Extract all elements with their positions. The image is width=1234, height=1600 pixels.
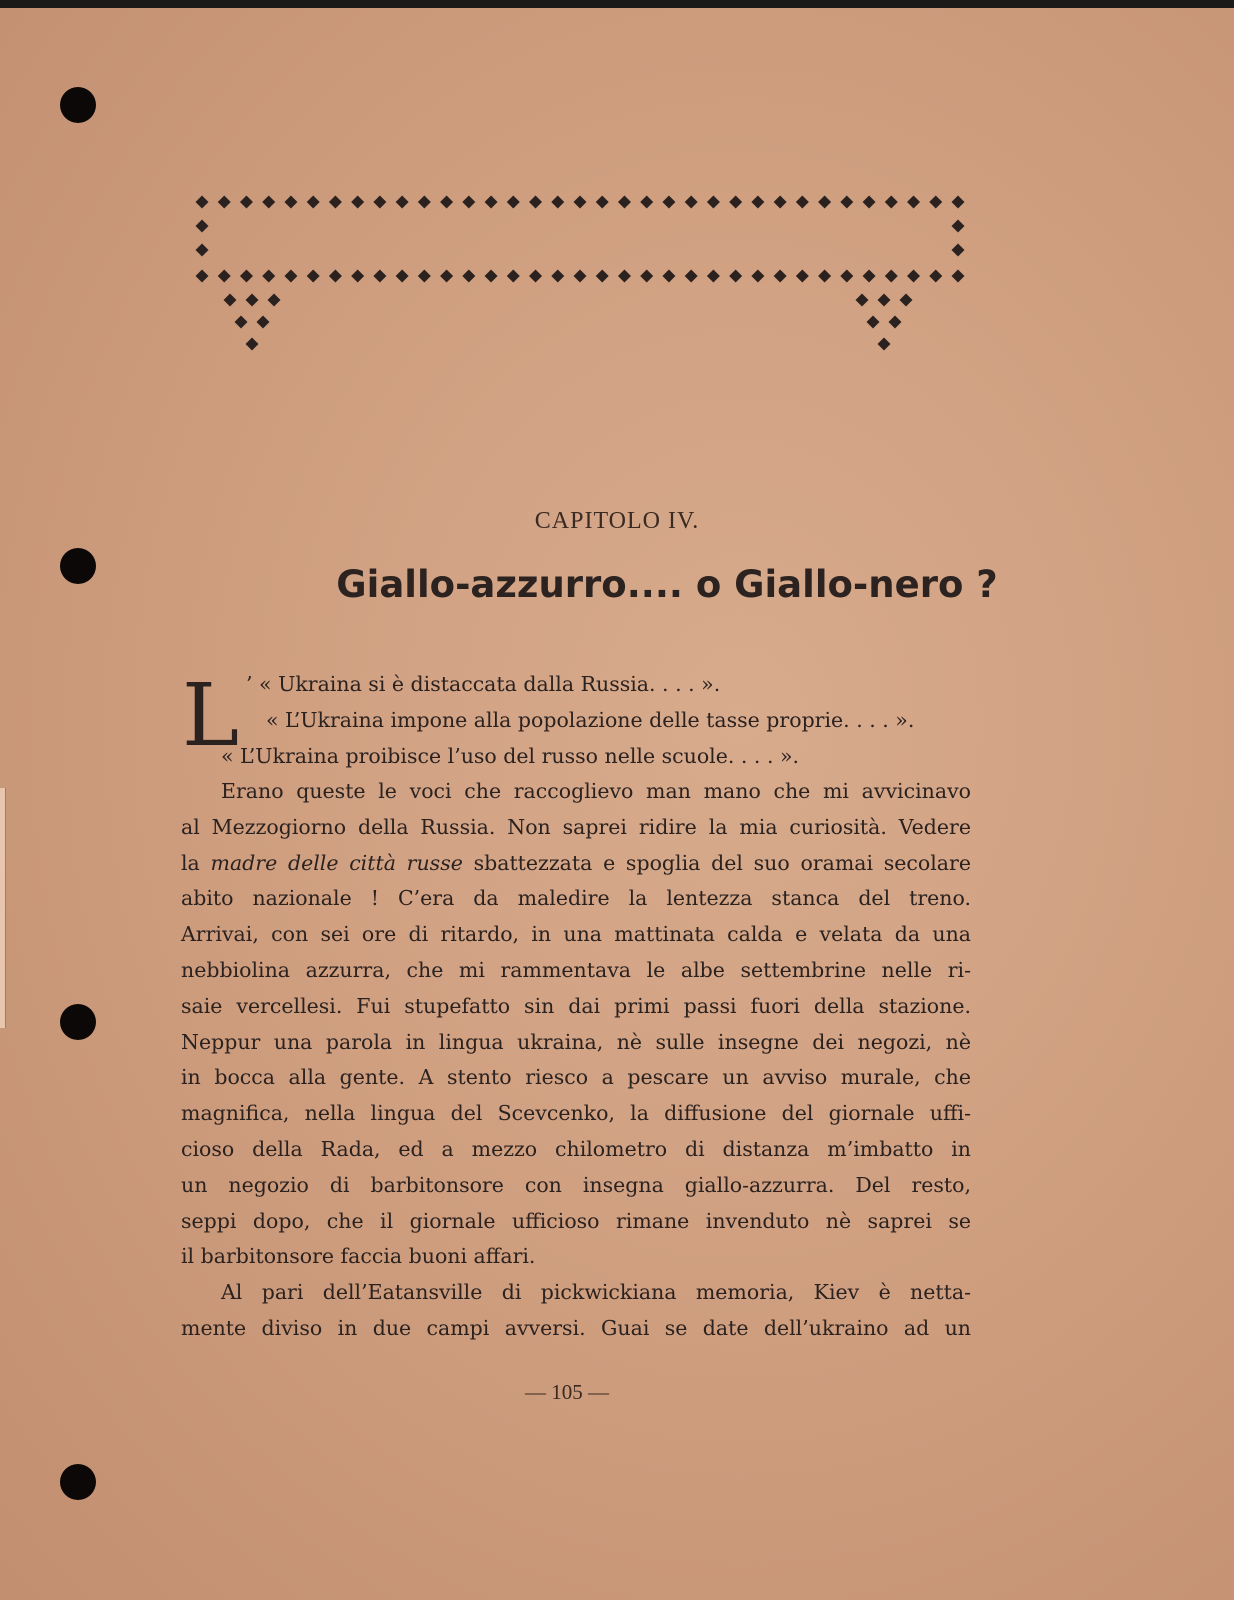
diamond-icon <box>840 196 853 209</box>
diamond-icon <box>329 270 342 283</box>
diamond-icon <box>907 270 920 283</box>
text-line: magnifica, nella lingua del Scevcenko, la diffusione del giornale uffi- <box>181 1101 971 1126</box>
diamond-icon <box>262 270 275 283</box>
diamond-icon <box>662 270 675 283</box>
diamond-icon <box>574 270 587 283</box>
diamond-icon <box>196 270 209 283</box>
diamond-icon <box>618 270 631 283</box>
diamond-icon <box>929 196 942 209</box>
diamond-icon <box>485 196 498 209</box>
diamond-icon <box>235 316 248 329</box>
diamond-icon <box>529 196 542 209</box>
diamond-icon <box>867 316 880 329</box>
drop-cap: L <box>182 666 240 766</box>
diamond-icon <box>329 196 342 209</box>
binding-hole <box>60 1464 96 1500</box>
diamond-icon <box>440 270 453 283</box>
diamond-icon <box>284 196 297 209</box>
text-line: cioso della Rada, ed a mezzo chilometro di distanza m’imbatto in <box>181 1136 971 1161</box>
diamond-icon <box>257 316 270 329</box>
diamond-icon <box>507 196 520 209</box>
diamond-icon <box>218 196 231 209</box>
diamond-icon <box>462 270 475 283</box>
text-line: saie vercellesi. Fui stupefatto sin dai primi passi fuori della stazione. <box>181 993 971 1018</box>
diamond-icon <box>729 196 742 209</box>
diamond-icon <box>889 316 902 329</box>
diamond-icon <box>774 196 787 209</box>
diamond-icon <box>751 270 764 283</box>
text-fragment: sbattezzata e spoglia del suo oramai secolare <box>473 850 971 875</box>
diamond-icon <box>307 270 320 283</box>
text-line: in bocca alla gente. A stento riesco a pescare un avviso murale, che <box>181 1065 971 1090</box>
intro-line: « L’Ukraina proibisce l’uso del russo nelle scuole. . . . ». <box>221 744 800 768</box>
text-fragment: la <box>181 850 200 875</box>
body-text <box>181 774 971 1347</box>
diamond-icon <box>885 270 898 283</box>
diamond-icon <box>246 338 259 351</box>
diamond-icon <box>878 294 891 307</box>
diamond-icon <box>373 270 386 283</box>
diamond-icon <box>551 196 564 209</box>
diamond-icon <box>856 294 869 307</box>
diamond-icon <box>196 196 209 209</box>
diamond-icon <box>574 196 587 209</box>
page-number: — 105 — <box>525 1380 609 1404</box>
diamond-icon <box>952 244 965 257</box>
diamond-icon <box>268 294 281 307</box>
diamond-icon <box>351 270 364 283</box>
diamond-icon <box>196 220 209 233</box>
diamond-icon <box>952 270 965 283</box>
diamond-icon <box>196 244 209 257</box>
text-line: nebbiolina azzurra, che mi rammentava le albe settembrine nelle ri- <box>181 957 971 982</box>
diamond-icon <box>440 196 453 209</box>
diamond-icon <box>900 294 913 307</box>
binding-hole <box>60 87 96 123</box>
text-line: Erano queste le voci che raccoglievo man mano che mi avvicinavo <box>221 779 971 803</box>
diamond-icon <box>262 196 275 209</box>
diamond-icon <box>351 196 364 209</box>
diamond-icon <box>751 196 764 209</box>
diamond-icon <box>863 196 876 209</box>
diamond-icon <box>529 270 542 283</box>
diamond-icon <box>840 270 853 283</box>
diamond-icon <box>640 196 653 209</box>
diamond-icon <box>507 270 520 283</box>
text-line: il barbitonsore faccia buoni affari. <box>181 1244 536 1269</box>
text-line: mente diviso in due campi avversi. Guai se date dell’ukraino ad un <box>181 1315 971 1340</box>
text-line: seppi dopo, che il giornale ufficioso rimane invenduto nè saprei se <box>181 1208 971 1233</box>
diamond-icon <box>952 220 965 233</box>
diamond-icon <box>685 270 698 283</box>
diamond-icon <box>224 294 237 307</box>
diamond-icon <box>485 270 498 283</box>
text-line: Arrivai, con sei ore di ritardo, in una mattinata calda e velata da una <box>181 922 971 947</box>
diamond-icon <box>796 196 809 209</box>
diamond-icon <box>707 270 720 283</box>
diamond-icon <box>929 270 942 283</box>
text-line: Neppur una parola in lingua ukraina, nè sulle insegne dei negozi, nè <box>181 1029 971 1054</box>
diamond-icon <box>396 196 409 209</box>
diamond-icon <box>818 196 831 209</box>
diamond-icon <box>863 270 876 283</box>
italic-phrase: madre delle città russe <box>210 850 463 875</box>
text-line <box>181 846 971 882</box>
diamond-icon <box>774 270 787 283</box>
diamond-icon <box>284 270 297 283</box>
diamond-icon <box>373 196 386 209</box>
page-edge-strip <box>0 788 6 1028</box>
diamond-icon <box>618 196 631 209</box>
diamond-icon <box>729 270 742 283</box>
diamond-icon <box>685 196 698 209</box>
text-line: abito nazionale ! C’era da maledire la lentezza stanca del treno. <box>181 886 971 911</box>
diamond-icon <box>418 270 431 283</box>
book-page <box>0 8 1234 1600</box>
diamond-icon <box>878 338 891 351</box>
binding-hole <box>60 1004 96 1040</box>
diamond-ornament-icon <box>188 188 972 368</box>
chapter-label: CAPITOLO IV. <box>534 508 700 534</box>
diamond-icon <box>396 270 409 283</box>
intro-line: « L’Ukraina impone alla popolazione delle tasse proprie. . . . ». <box>266 708 915 732</box>
diamond-icon <box>462 196 475 209</box>
text-line: un negozio di barbitonsore con insegna giallo-azzurra. Del resto, <box>181 1172 971 1197</box>
diamond-icon <box>707 196 720 209</box>
intro-line: ’ « Ukraina si è distaccata dalla Russia. . . . ». <box>246 672 721 696</box>
diamond-icon <box>596 196 609 209</box>
chapter-title: Giallo-azzurro.... o Giallo-nero ? <box>336 563 998 606</box>
diamond-icon <box>240 196 253 209</box>
diamond-icon <box>218 270 231 283</box>
diamond-icon <box>952 196 965 209</box>
diamond-icon <box>907 196 920 209</box>
diamond-icon <box>551 270 564 283</box>
diamond-icon <box>418 196 431 209</box>
diamond-icon <box>818 270 831 283</box>
diamond-icon <box>307 196 320 209</box>
text-line: Al pari dell’Eatansville di pickwickiana memoria, Kiev è netta- <box>221 1280 971 1305</box>
diamond-icon <box>885 196 898 209</box>
diamond-icon <box>796 270 809 283</box>
diamond-icon <box>596 270 609 283</box>
diamond-icon <box>640 270 653 283</box>
diamond-icon <box>246 294 259 307</box>
diamond-icon <box>240 270 253 283</box>
text-line: al Mezzogiorno della Russia. Non saprei ridire la mia curiosità. Vedere <box>181 814 971 839</box>
diamond-icon <box>662 196 675 209</box>
